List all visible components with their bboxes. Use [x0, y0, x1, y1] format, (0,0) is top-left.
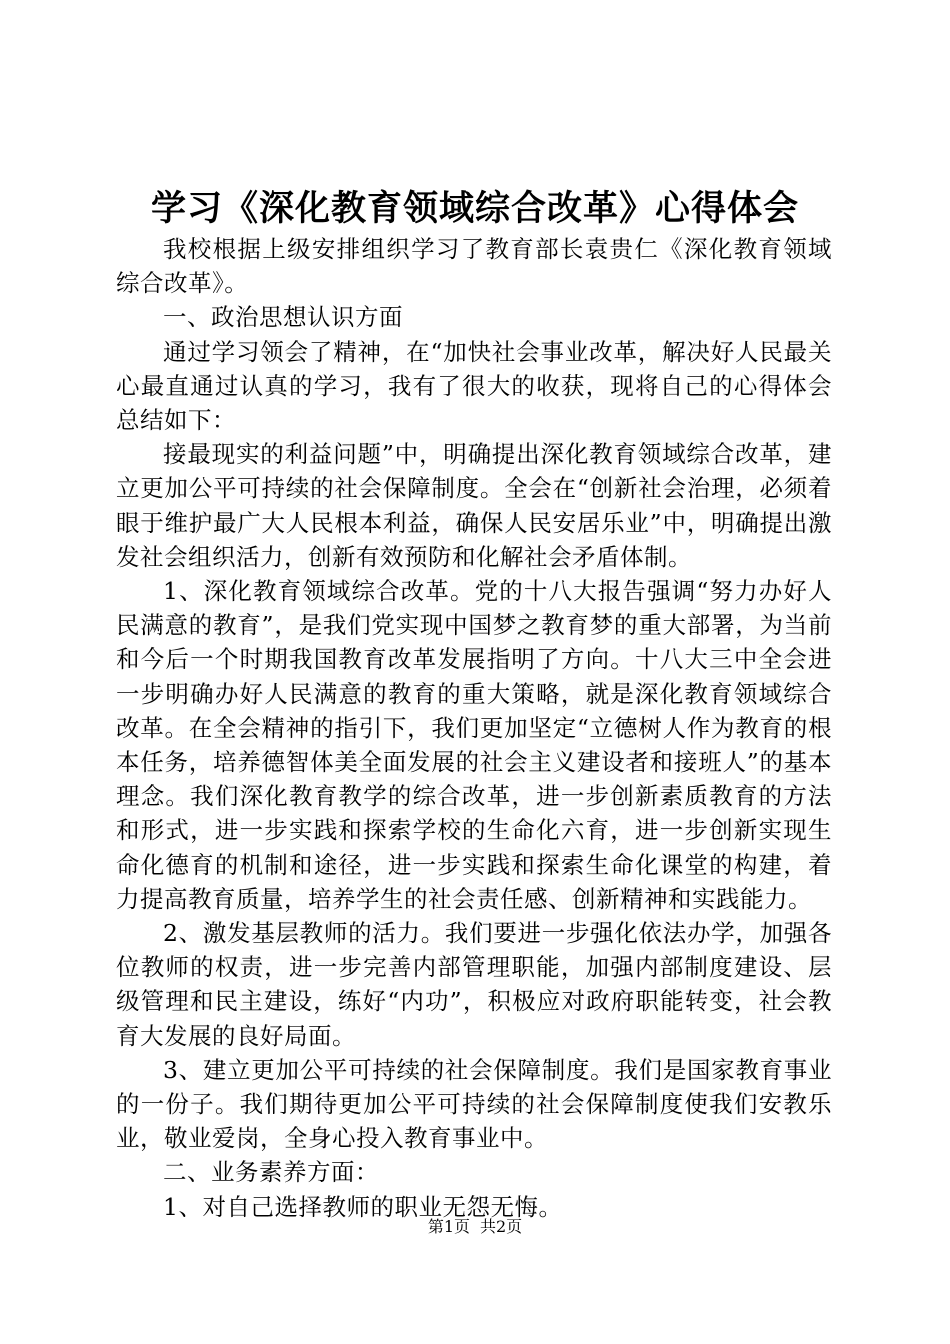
paragraph-point-2: 2、激发基层教师的活力。我们要进一步强化依法办学，加强各位教师的权责，进一步完善内部管理职能，加强内部制度建设、层级管理和民主建设，练好“内功”，积极应对政府职能转变，社会教育大发展的良好局面。	[116, 919, 832, 1050]
paragraph-intro: 我校根据上级安排组织学习了教育部长袁贵仁《深化教育领域综合改革》。	[116, 235, 832, 298]
document-title: 学习《深化教育领域综合改革》心得体会	[150, 188, 799, 229]
document-body	[116, 232, 832, 1224]
paragraph-plenary-points: 接最现实的利益问题”中，明确提出深化教育领域综合改革，建立更加公平可持续的社会保障制度。全会在“创新社会治理，必须着眼于维护最广大人民根本利益，确保人民安居乐业”中，明确提出激发社会组织活力，创新有效预防和化解社会矛盾体制。	[116, 440, 832, 571]
heading-professional-quality: 二、业务素养方面：	[163, 1158, 379, 1187]
paragraph-point-1: 1、深化教育领域综合改革。党的十八大报告强调“努力办好人民满意的教育”，是我们党实现中国梦之教育梦的重大部署，为当前和今后一个时期我国教育改革发展指明了方向。十八大三中全会进一步明确办好人民满意的教育的重大策略，就是深化教育领域综合改革。在全会精神的指引下，我们更加坚定“立德树人作为教育的根本任务，培养德智体美全面发展的社会主义建设者和接班人”的基本理念。我们深化教育教学的综合改革，进一步创新素质教育的方法和形式，进一步实践和探索学校的生命化六育，进一步创新实现生命化德育的机制和途径，进一步实践和探索生命化课堂的构建，着力提高教育质量，培养学生的社会责任感、创新精神和实践能力。	[116, 577, 832, 913]
paragraph-study-summary: 通过学习领会了精神，在“加快社会事业改革，解决好人民最关心最直通过认真的学习，我有了很大的收获，现将自己的心得体会总结如下：	[116, 337, 832, 435]
heading-political-thought: 一、政治思想认识方面	[163, 303, 403, 332]
paragraph-point-3: 3、建立更加公平可持续的社会保障制度。我们是国家教育事业的一份子。我们期待更加公平可持续的社会保障制度使我们安教乐业，敬业爱岗，全身心投入教育事业中。	[116, 1055, 832, 1153]
paragraph-career-choice: 1、对自己选择教师的职业无怨无悔。	[163, 1192, 563, 1221]
page-footer	[0, 1217, 950, 1237]
page-number: 第1页	[427, 1217, 470, 1236]
page-total: 共2页	[480, 1217, 523, 1236]
